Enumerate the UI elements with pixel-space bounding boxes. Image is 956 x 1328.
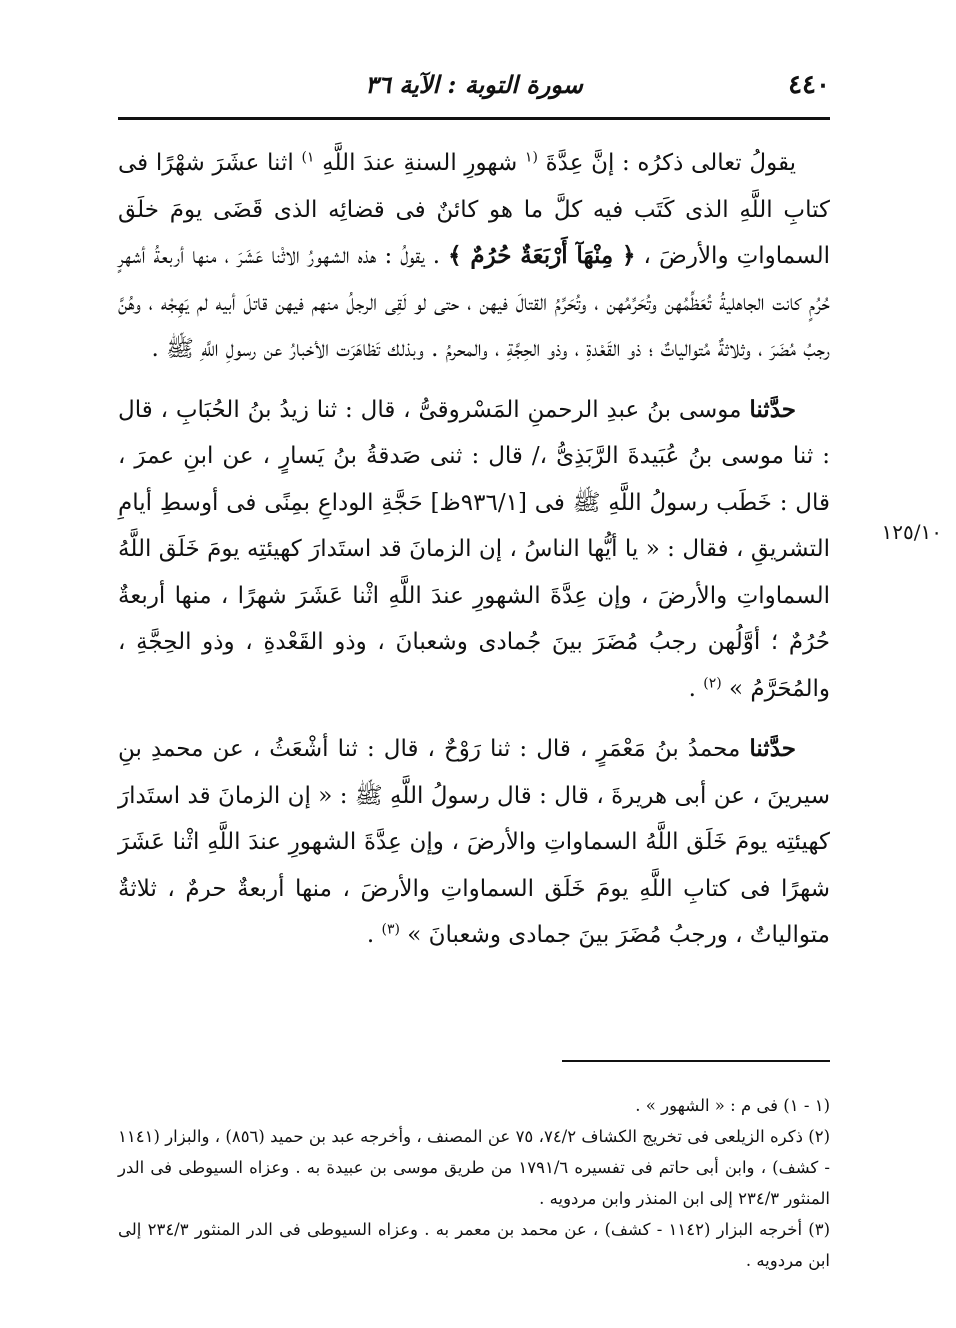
footnote-reference: ١) <box>301 149 315 166</box>
footnote-reference: (٣) <box>381 921 400 938</box>
main-text <box>118 140 830 973</box>
margin-page-marker: ١٢٥/١٠ <box>881 520 942 544</box>
narration-lead-word: حدَّثنا <box>749 395 796 423</box>
text-run: . <box>366 922 382 948</box>
text-run: يقولُ تعالى ذكرُه : إنَّ عِدَّةَ <box>537 150 796 176</box>
page-header <box>118 58 830 116</box>
footnote-reference: (٢) <box>703 674 722 691</box>
text-run: اثنا عشَرَ شهْرًا فى كتابِ اللَّهِ الذى كَتَب فيه كلَّ ما هو كائنٌ فى قضائِه الذى قَضَى يومَ خلَق السماواتِ والأرضَ ، <box>118 150 830 269</box>
page-number: ٤٤٠ <box>788 70 830 100</box>
running-title: سورة التوبة : الآية ٣٦ <box>365 70 583 99</box>
footnote-rule <box>562 1060 830 1062</box>
narration-lead-word: حدَّثنا <box>749 735 796 762</box>
paragraph <box>118 387 830 713</box>
text-run: . <box>688 675 704 702</box>
quran-quote: ﴿ مِنْهَآ أَرْبَعَةٌ حُرُمٌ ﴾ <box>448 242 636 269</box>
text-run: . يقولُ : هذه الشهورُ الاثْنا عَشَرَ ، منها أربعةُ أشهرٍ حُرُمٍ كانت الجاهليةُ تُعَظِّمُهن وتُحَرِّمُهن ، وتُحَرِّمُ القتالَ فيهن ، حتى لو لَقِى الرجلُ منهم فيهن قاتلَ أبيه لم يَهِجْه ، وهُنَّ رجبُ مُضَرَ ، وثلاثةٌ مُتوالياتٌ ؛ ذو القَعْدةِ ، وذو الحِجَّةِ ، والمحرمُ . وبذلك تَظاهَرَت الأخبارُ عن رسولِ اللَّهِ ﷺ . <box>118 243 830 362</box>
paragraph <box>118 140 830 373</box>
footnote: (٢) ذكره الزيلعى فى تخريج الكشاف ٧٤/٢، ٧٥ عن المصنف ، وأخرجه عبد بن حميد (٨٥٦) ، والبزار (١١٤١ - كشف) ، وابن أبى حاتم فى تفسيره ١٧٩١/٦ من طريق موسى بن عبيدة به . وعزاه السيوطى فى الدر المنثور ٢٣٤/٣ إلى ابن المنذر وابن مردويه . <box>118 1127 831 1208</box>
header-rule <box>118 117 830 120</box>
footnote: (٣) أخرجه البزار (١١٤٢ - كشف) ، عن محمد بن معمر به . وعزاه السيوطى فى الدر المنثور ٢٣٤/٣ إلى ابن مردويه . <box>118 1220 831 1270</box>
text-run: شهورِ السنةِ عندَ اللَّهِ <box>314 150 525 176</box>
footnote: (١ - ١) فى م : « الشهور » . <box>635 1096 830 1115</box>
text-run: موسى بنُ عبدِ الرحمنِ المَسْروقىُّ ، قال : ثنا زيدُ بنُ الحُبَابِ ، قال : ثنا موسى بنُ عُبَيدةَ الرَّبَذِىُّ ،/ قال : ثنى صَدقةُ بنُ يَسارٍ ، عن ابنِ عمرَ ، قال : خَطَب رسولُ اللَّهِ ﷺ فى [٩٣٦/١ظ] حَجَّةِ الوداعِ بمِنًى فى أوسطِ أيامِ التشريقِ ، فقال : « يا أيُّها الناسُ ، إن الزمانَ قد استَدارَ كهيئتِه يومَ خَلَق اللَّهُ السماواتِ والأرضَ ، وإن عِدَّةَ الشهورِ عندَ اللَّهِ اثْنا عَشَرَ شهرًا ، منها أربعةٌ حُرُمٌ ؛ أوَّلُهن رجبُ مُضَرَ بينَ جُمادى وشعبانَ ، وذو القَعْدةِ ، وذو الحِجَّةِ ، والمُحَرَّمُ » <box>118 396 830 702</box>
footnotes <box>118 1090 830 1276</box>
paragraph <box>118 726 830 959</box>
text-run: محمدُ بنُ مَعْمَرٍ ، قال : ثنا رَوْحٌ ، قال : ثنا أشْعَثُ ، عن محمدِ بنِ سيرينَ ، عن أبى هريرةَ ، قال : قال رسولُ اللَّهِ ﷺ : « إن الزمانَ قد استَدارَ كهيئتِه يومَ خَلَق اللَّهُ السماواتِ والأرضَ ، وإن عِدَّةَ الشهورِ عندَ اللَّهِ اثْنا عَشَرَ شهرًا فى كتابِ اللَّهِ يومَ خَلَق السماواتِ والأرضَ ، منها أربعةٌ حرمٌ ، ثلاثةٌ متوالياتٌ ، ورجبُ مُضَرَ بينَ جمادى وشعبانَ » <box>118 736 830 948</box>
footnote-reference: (١ <box>524 149 538 166</box>
